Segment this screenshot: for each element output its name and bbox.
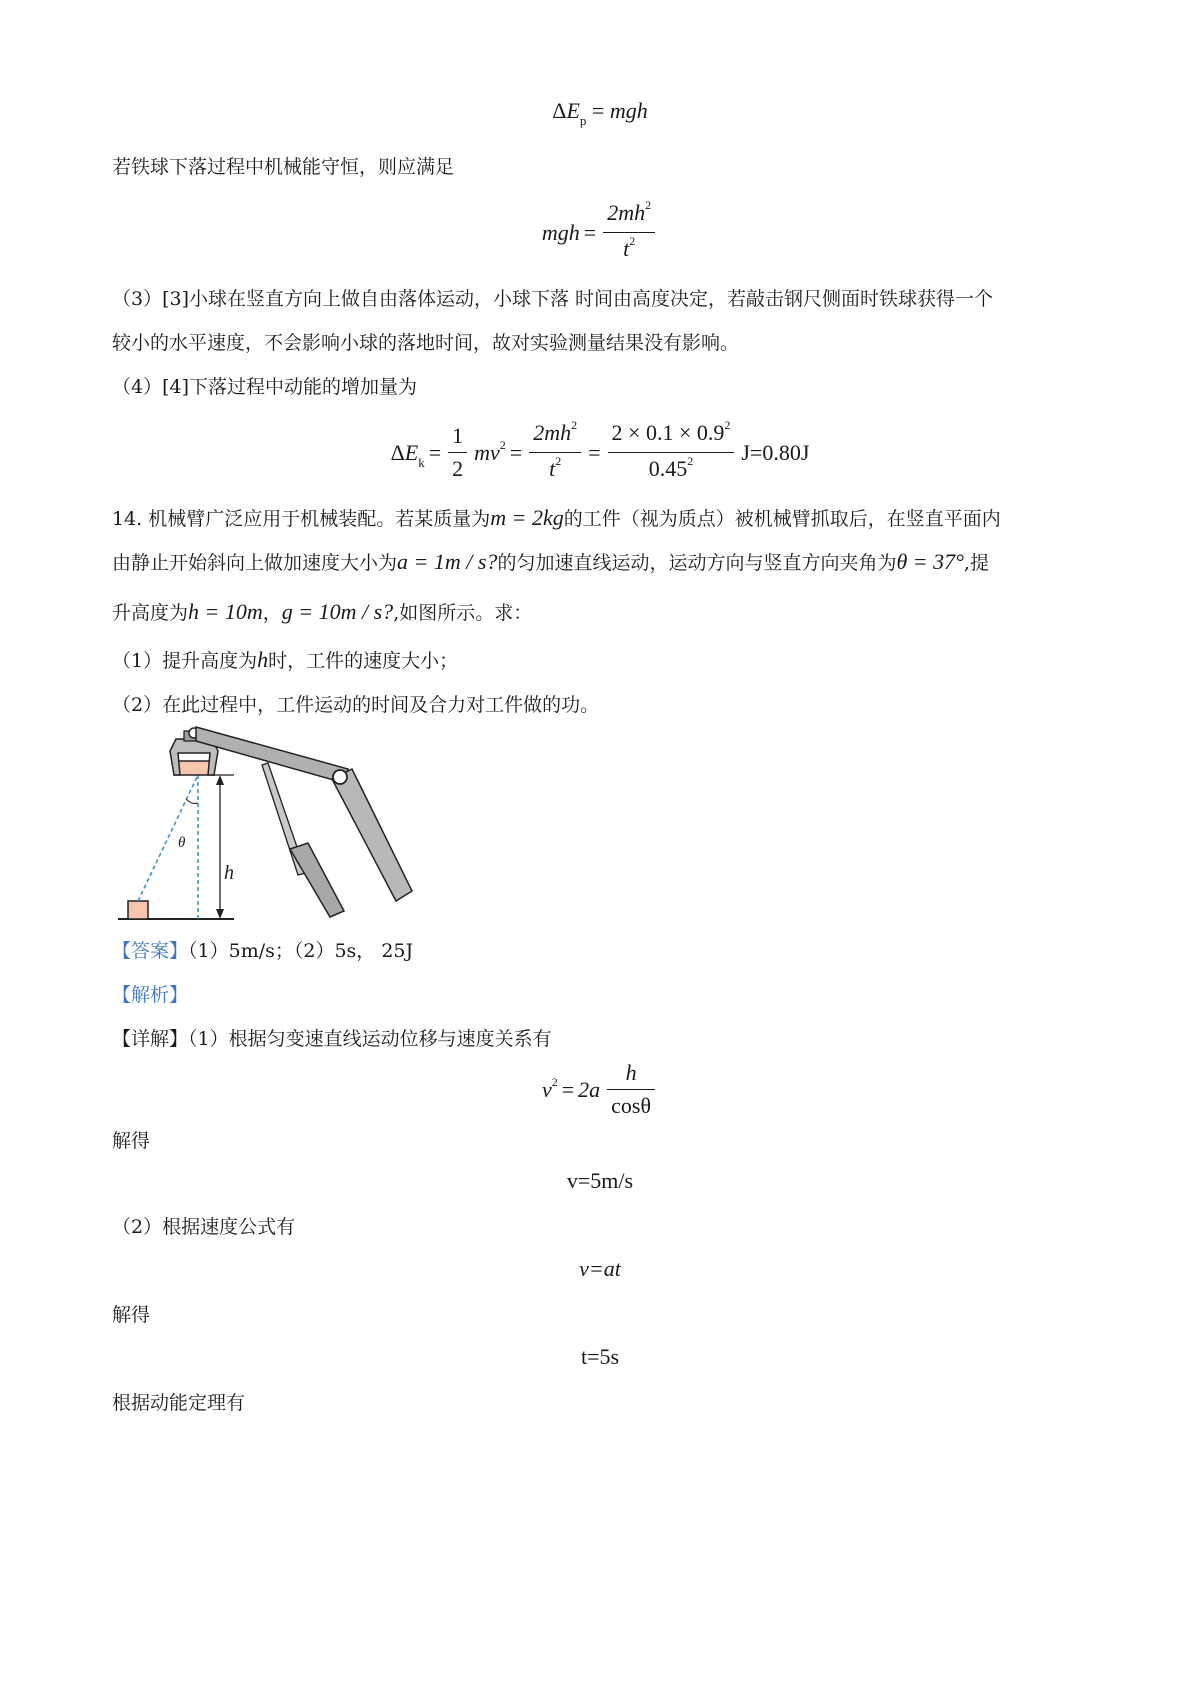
- answer-tag: 【答案】: [112, 940, 189, 962]
- question-14-sub-2: （2）在此过程中，工件运动的时间及合力对工件做的功。: [112, 694, 600, 716]
- fraction-numerator: 2mh: [533, 420, 572, 445]
- arrow-head-up: [216, 775, 224, 785]
- solve-label-1: 解得: [112, 1130, 151, 1152]
- q14-math-gravity: g = 10m / s?: [281, 599, 394, 624]
- paragraph-3-line-1: （3）[3]小球在竖直方向上做自由落体运动，小球下落 时间由高度决定，若敲击钢尺侧面时铁球获得一个: [112, 288, 994, 310]
- h-label: h: [224, 862, 234, 884]
- fraction-numerator: 2 × 0.1 × 0.9: [611, 420, 725, 445]
- formula-conservation: [0, 200, 1200, 265]
- result-time: t=5s: [580, 1344, 620, 1369]
- lower-arm: [332, 769, 412, 901]
- superscript: 2: [724, 418, 731, 432]
- v-symbol: v: [541, 1076, 552, 1102]
- elbow-joint: [333, 770, 347, 784]
- fraction-2mh2-t2: [529, 420, 581, 485]
- workpiece-start: [128, 901, 148, 919]
- fraction-denominator: t: [549, 456, 556, 481]
- energy-symbol: E: [566, 98, 580, 123]
- detail-line: [112, 1024, 552, 1051]
- fraction-denominator: t: [623, 236, 630, 261]
- question-14-line-2: [112, 548, 989, 575]
- superscript: 2: [551, 1074, 558, 1089]
- formula-rhs: mgh: [609, 98, 648, 123]
- mv-term: mv: [474, 439, 500, 465]
- q14-math-h: h: [257, 647, 269, 672]
- paragraph-energy-conservation: 若铁球下落过程中机械能守恒，则应满足: [112, 156, 455, 178]
- equals-sign: =: [428, 439, 442, 465]
- formula-v-squared: [0, 1060, 1200, 1119]
- superscript: 2: [555, 454, 562, 468]
- q14-text: （1）提升高度为: [112, 650, 258, 672]
- superscript: 2: [571, 418, 578, 432]
- q14-math-accel: a = 1m / s?: [397, 549, 498, 574]
- subscript: k: [418, 454, 425, 470]
- equals-sign: =: [588, 439, 601, 465]
- analysis-tag: 【解析】: [112, 984, 189, 1006]
- fraction-numerator: 1: [448, 423, 467, 453]
- formula-kinetic-energy: [0, 420, 1200, 485]
- paragraph-kinetic-theorem: 根据动能定理有: [112, 1392, 246, 1414]
- fraction-numerator: 2mh: [607, 200, 646, 225]
- equals-sign: =: [583, 219, 597, 245]
- superscript: 2: [687, 454, 694, 468]
- formula-potential-energy: [0, 98, 1200, 128]
- superscript: 2: [645, 198, 652, 212]
- fraction-h-cos: [607, 1060, 655, 1119]
- question-14-line-3: [112, 598, 532, 625]
- formula-lhs: mgh: [541, 219, 580, 245]
- equals-sign: =: [561, 1076, 575, 1102]
- q14-text: 的匀加速直线运动，运动方向与竖直方向夹角为: [497, 552, 897, 574]
- q14-text: 由静止开始斜向上做加速度大小为: [112, 552, 398, 574]
- q14-math-mass: m = 2kg: [490, 505, 564, 530]
- arrow-head-down: [216, 909, 224, 919]
- equals-sign: =: [509, 439, 523, 465]
- fraction-numeric: [608, 420, 735, 485]
- fraction-denominator: cosθ: [611, 1093, 652, 1118]
- robotic-arm-figure: [112, 725, 422, 930]
- delta-symbol: Δ: [552, 98, 567, 123]
- delta-symbol: Δ: [390, 439, 405, 465]
- q14-math-angle: θ = 37°: [896, 549, 964, 574]
- q14-math-height: h = 10m: [188, 599, 263, 624]
- question-14-line-1: [112, 504, 1001, 531]
- superscript: 2: [629, 234, 636, 248]
- q14-text: ，: [262, 602, 282, 624]
- q14-text: 升高度为: [112, 602, 189, 624]
- superscript: 2: [499, 437, 506, 452]
- q14-text: ,提: [963, 552, 989, 574]
- subscript: p: [579, 113, 587, 128]
- piston-cylinder: [290, 843, 344, 917]
- energy-symbol: E: [404, 439, 419, 465]
- fraction-denominator: 2: [452, 456, 464, 481]
- formula-v-at: v=at: [579, 1256, 621, 1281]
- question-14-sub-1: [112, 646, 458, 673]
- fraction-half: [448, 423, 467, 482]
- fraction-denominator: 0.45: [648, 456, 688, 481]
- fraction-numerator: h: [607, 1060, 655, 1090]
- detail-tag: 【详解】: [112, 1028, 189, 1050]
- fraction: [603, 200, 655, 265]
- result-velocity: v=5m/s: [566, 1168, 634, 1193]
- path-dashed-line: [138, 775, 198, 901]
- equals-sign: =: [591, 98, 605, 123]
- paragraph-4: （4）[4]下落过程中动能的增加量为: [112, 376, 418, 398]
- q14-text: 的工件（视为质点）被机械臂抓取后，在竖直平面内: [563, 508, 1001, 530]
- q14-text: 时，工件的速度大小；: [268, 650, 459, 672]
- answer-text: （1）5m/s；（2）5s， 25J: [188, 940, 414, 962]
- solve-label-2: 解得: [112, 1304, 151, 1326]
- q14-text: 14. 机械臂广泛应用于机械装配。若某质量为: [112, 508, 491, 530]
- two-a-term: 2a: [578, 1076, 601, 1102]
- paragraph-3-line-2: 较小的水平速度，不会影响小球的落地时间，故对实验测量结果没有影响。: [112, 332, 740, 354]
- theta-label: θ: [178, 835, 186, 851]
- answer-line: [112, 936, 413, 963]
- paragraph-velocity-formula: （2）根据速度公式有: [112, 1216, 296, 1238]
- angle-arc: [186, 799, 198, 804]
- detail-text: （1）根据匀变速直线运动位移与速度关系有: [188, 1028, 552, 1050]
- q14-text: ,如图所示。求：: [393, 602, 533, 624]
- formula-result: J=0.80J: [741, 439, 810, 465]
